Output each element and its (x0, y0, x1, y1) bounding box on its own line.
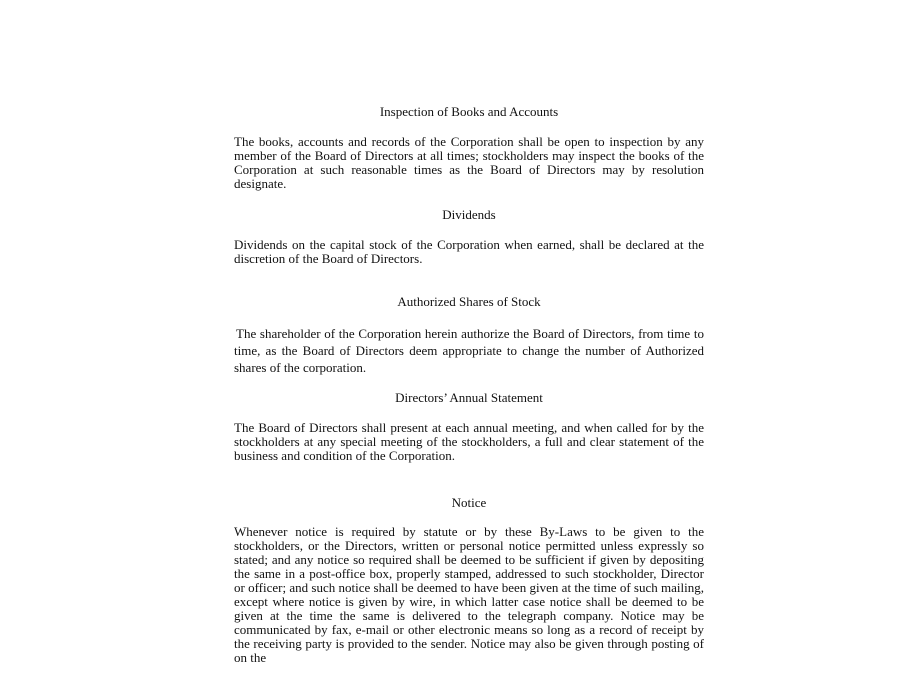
section-body-directors-statement: The Board of Directors shall present at each annual meeting, and when called for by the stockholders at any special meeting of the stockholders, a full and clear statement of the business and condition of the Corporation. (234, 420, 704, 463)
document-content (234, 104, 704, 665)
section-heading-notice: Notice (451, 495, 487, 510)
section-heading-directors-statement: Directors’ Annual Statement (395, 390, 543, 405)
section-body-notice: Whenever notice is required by statute or by these By-Laws to be given to the stockholders, or the Directors, written or personal notice permitted unless expressly so stated; and any notice so required shall be deemed to be sufficient if given by depositing the same in a post-office box, properly stamped, addressed to such stockholder, Director or officer; and such notice shall be deemed to have been given at the time of such mailing, except where notice is given by wire, in which latter case notice shall be deemed to be given at the time the same is delivered to the telegraph company. Notice may be communicated by fax, e-mail or other electronic means so long as a record of receipt by the receiving party is provided to the sender. Notice may also be given through posting of on the (234, 524, 704, 665)
section-body-authorized-shares: The shareholder of the Corporation herein authorize the Board of Directors, from time to time, as the Board of Directors deem appropriate to change the number of Authorized shares of the corporation. (234, 326, 704, 375)
section-heading-inspection: Inspection of Books and Accounts (379, 104, 559, 119)
section-heading-dividends: Dividends (442, 207, 496, 222)
section-heading-authorized-shares: Authorized Shares of Stock (397, 294, 541, 309)
section-body-dividends: Dividends on the capital stock of the Corporation when earned, shall be declared at the discretion of the Board of Directors. (234, 237, 704, 266)
section-body-inspection: The books, accounts and records of the Corporation shall be open to inspection by any member of the Board of Directors at all times; stockholders may inspect the books of the Corporation at such reasonable times as the Board of Directors may by resolution designate. (234, 134, 704, 191)
